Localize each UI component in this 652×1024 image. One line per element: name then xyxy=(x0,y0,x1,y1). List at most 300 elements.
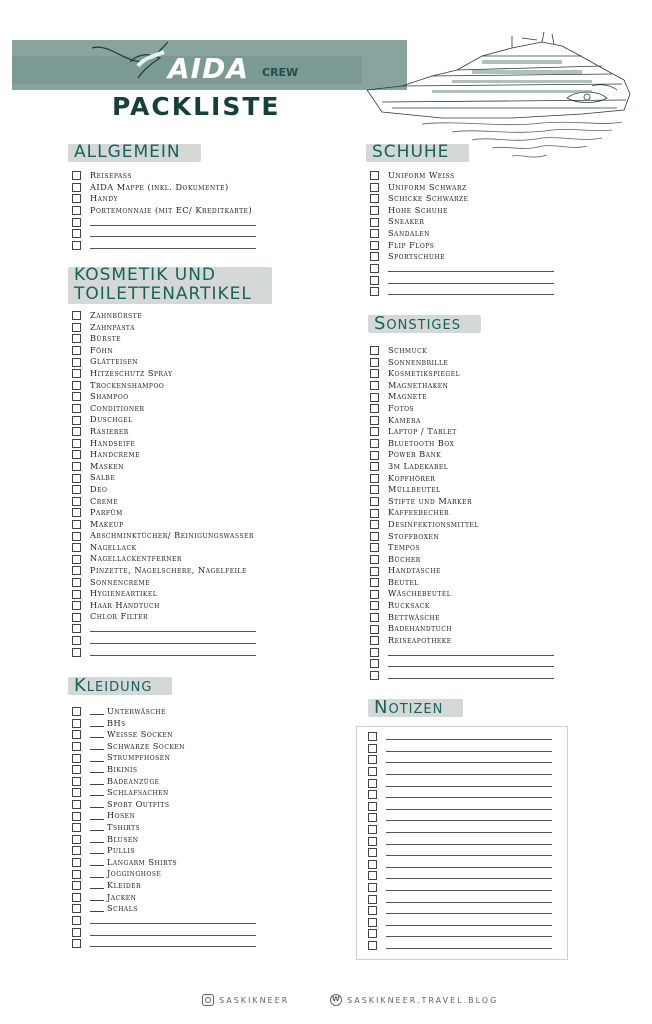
note-line[interactable] xyxy=(368,766,552,778)
write-in-line[interactable] xyxy=(388,666,554,667)
checkbox[interactable] xyxy=(72,788,81,797)
list-item[interactable]: Laptop / Tablet xyxy=(370,426,554,438)
checkbox[interactable] xyxy=(72,171,81,180)
list-item[interactable]: Zahnpasta xyxy=(72,322,256,334)
checkbox[interactable] xyxy=(72,578,81,587)
list-item[interactable]: Schmuck xyxy=(370,345,554,357)
list-item[interactable]: Jacken xyxy=(72,892,256,904)
checkbox[interactable] xyxy=(72,823,81,832)
note-line[interactable] xyxy=(368,928,552,940)
list-item[interactable]: Portemonnaie (mit EC/ Kreditkarte) xyxy=(72,205,256,217)
checkbox[interactable] xyxy=(72,497,81,506)
write-in-line[interactable] xyxy=(388,283,554,284)
checkbox[interactable] xyxy=(72,893,81,902)
checkbox[interactable] xyxy=(370,206,379,215)
list-item[interactable]: Pinzette, Nagelschere, Nagelfeile xyxy=(72,565,256,577)
checkbox[interactable] xyxy=(368,918,377,927)
note-line[interactable] xyxy=(368,940,552,952)
list-item[interactable]: Hitzeschutz Spray xyxy=(72,368,256,380)
note-line[interactable] xyxy=(368,824,552,836)
checkbox[interactable] xyxy=(72,485,81,494)
checkbox[interactable] xyxy=(368,848,377,857)
list-item[interactable]: Stoffboxen xyxy=(370,531,554,543)
checkbox[interactable] xyxy=(370,648,379,657)
checkbox[interactable] xyxy=(72,474,81,483)
list-item[interactable]: Bücher xyxy=(370,554,554,566)
checkbox[interactable] xyxy=(72,636,81,645)
write-in-line[interactable] xyxy=(90,643,256,644)
list-item[interactable]: Shampoo xyxy=(72,391,256,403)
checkbox[interactable] xyxy=(370,532,379,541)
blank-line-item[interactable] xyxy=(72,938,256,950)
checkbox[interactable] xyxy=(370,578,379,587)
quantity-line[interactable] xyxy=(90,853,104,854)
checkbox[interactable] xyxy=(72,323,81,332)
list-item[interactable]: Kosmetikspiegel xyxy=(370,368,554,380)
list-item[interactable]: Duschgel xyxy=(72,414,256,426)
checkbox[interactable] xyxy=(368,825,377,834)
blank-line-item[interactable] xyxy=(72,228,256,240)
note-line[interactable] xyxy=(368,870,552,882)
quantity-line[interactable] xyxy=(90,761,104,762)
checkbox[interactable] xyxy=(370,252,379,261)
checkbox[interactable] xyxy=(72,648,81,657)
checkbox[interactable] xyxy=(368,767,377,776)
checkbox[interactable] xyxy=(72,450,81,459)
list-item[interactable]: 3m Ladekabel xyxy=(370,461,554,473)
checkbox[interactable] xyxy=(72,881,81,890)
checkbox[interactable] xyxy=(370,358,379,367)
blank-line-item[interactable] xyxy=(72,635,256,647)
note-line[interactable] xyxy=(368,754,552,766)
checkbox[interactable] xyxy=(370,474,379,483)
list-item[interactable]: Schwarze Socken xyxy=(72,741,256,753)
quantity-line[interactable] xyxy=(90,772,104,773)
list-item[interactable]: Badehandtuch xyxy=(370,623,554,635)
note-line[interactable] xyxy=(368,893,552,905)
checkbox[interactable] xyxy=(72,206,81,215)
note-line[interactable] xyxy=(368,917,552,929)
list-item[interactable]: Reisepass xyxy=(72,170,256,182)
list-item[interactable]: Chlor Filter xyxy=(72,611,256,623)
checkbox[interactable] xyxy=(368,941,377,950)
wordpress-icon xyxy=(330,994,342,1006)
list-item[interactable]: AIDA Mappe (inkl. Dokumente) xyxy=(72,182,256,194)
list-item[interactable]: Handcreme xyxy=(72,449,256,461)
note-line[interactable] xyxy=(368,882,552,894)
list-item[interactable]: Handtasche xyxy=(370,565,554,577)
section-title-allgemein: ALLGEMEIN xyxy=(72,143,195,162)
list-item[interactable]: Power Bank xyxy=(370,449,554,461)
checkbox[interactable] xyxy=(72,846,81,855)
write-in-line[interactable] xyxy=(90,236,256,237)
checkbox[interactable] xyxy=(72,439,81,448)
crew-logo-text: CREW xyxy=(262,66,299,79)
checkbox[interactable] xyxy=(370,229,379,238)
list-item[interactable]: Sneaker xyxy=(370,216,554,228)
checkbox[interactable] xyxy=(370,404,379,413)
list-item[interactable]: Creme xyxy=(72,496,256,508)
checkbox[interactable] xyxy=(370,183,379,192)
write-in-line[interactable] xyxy=(388,655,554,656)
checkbox[interactable] xyxy=(370,659,379,668)
list-item[interactable]: Kamera xyxy=(370,415,554,427)
blank-line-item[interactable] xyxy=(72,216,256,228)
checkbox[interactable] xyxy=(368,895,377,904)
checkbox[interactable] xyxy=(72,613,81,622)
aida-logo: AIDA xyxy=(168,52,249,85)
write-in-line[interactable] xyxy=(388,271,554,272)
quantity-line[interactable] xyxy=(90,888,104,889)
checkbox[interactable] xyxy=(72,241,81,250)
checkbox[interactable] xyxy=(370,590,379,599)
checkbox[interactable] xyxy=(72,404,81,413)
checkbox[interactable] xyxy=(370,416,379,425)
checkbox[interactable] xyxy=(72,346,81,355)
blank-line-item[interactable] xyxy=(370,658,554,670)
list-item[interactable]: Sonnenbrille xyxy=(370,357,554,369)
list-item[interactable]: Nagellack xyxy=(72,542,256,554)
list-item[interactable]: Tempos xyxy=(370,542,554,554)
write-in-line[interactable] xyxy=(386,820,552,821)
checkbox[interactable] xyxy=(72,311,81,320)
checkbox[interactable] xyxy=(72,427,81,436)
list-item[interactable]: Badeanzüge xyxy=(72,776,256,788)
write-in-line[interactable] xyxy=(386,844,552,845)
list-item[interactable]: Masken xyxy=(72,461,256,473)
checkbox[interactable] xyxy=(72,765,81,774)
list-item[interactable]: Blusen xyxy=(72,834,256,846)
page-title: PACKLISTE xyxy=(112,92,281,121)
checkbox[interactable] xyxy=(370,241,379,250)
write-in-line[interactable] xyxy=(386,751,552,752)
list-item[interactable]: Sonnencreme xyxy=(72,577,256,589)
checkbox[interactable] xyxy=(370,439,379,448)
write-in-line[interactable] xyxy=(386,797,552,798)
checkbox[interactable] xyxy=(72,194,81,203)
quantity-line[interactable] xyxy=(90,842,104,843)
checkbox[interactable] xyxy=(370,462,379,471)
checkbox[interactable] xyxy=(72,462,81,471)
quantity-line[interactable] xyxy=(90,900,104,901)
checkbox[interactable] xyxy=(72,858,81,867)
write-in-line[interactable] xyxy=(90,248,256,249)
checkbox[interactable] xyxy=(370,555,379,564)
list-item[interactable]: Föhn xyxy=(72,345,256,357)
list-item[interactable]: Strumpfhosen xyxy=(72,752,256,764)
blank-line-item[interactable] xyxy=(370,263,554,275)
checkbox[interactable] xyxy=(370,369,379,378)
checkbox[interactable] xyxy=(72,835,81,844)
list-item[interactable]: Trockenshampoo xyxy=(72,380,256,392)
checkbox[interactable] xyxy=(72,742,81,751)
list-item[interactable]: Pullis xyxy=(72,845,256,857)
blank-line-item[interactable] xyxy=(72,915,256,927)
blank-line-item[interactable] xyxy=(370,670,554,682)
list-item[interactable]: Beutel xyxy=(370,577,554,589)
list-item[interactable]: Makeup xyxy=(72,519,256,531)
list-item[interactable]: Zahnbürste xyxy=(72,310,256,322)
list-item[interactable]: Sandalen xyxy=(370,228,554,240)
checkbox[interactable] xyxy=(368,837,377,846)
list-schuhe xyxy=(370,170,554,298)
write-in-line[interactable] xyxy=(90,935,256,936)
list-item[interactable]: Langarm Shirts xyxy=(72,857,256,869)
note-line[interactable] xyxy=(368,789,552,801)
list-item[interactable]: Schlafsachen xyxy=(72,787,256,799)
quantity-line[interactable] xyxy=(90,807,104,808)
checkbox[interactable] xyxy=(72,381,81,390)
write-in-line[interactable] xyxy=(90,225,256,226)
note-line[interactable] xyxy=(368,731,552,743)
footer-website[interactable]: W SASKIKNEER.TRAVEL.BLOG xyxy=(330,994,498,1006)
checkbox[interactable] xyxy=(370,625,379,634)
checkbox[interactable] xyxy=(370,276,379,285)
checkbox[interactable] xyxy=(72,939,81,948)
checkbox[interactable] xyxy=(72,416,81,425)
write-in-line[interactable] xyxy=(386,832,552,833)
list-item[interactable]: Müllbeutel xyxy=(370,484,554,496)
write-in-line[interactable] xyxy=(386,925,552,926)
list-item[interactable]: Parfüm xyxy=(72,507,256,519)
list-item[interactable]: Hygieneartikel xyxy=(72,588,256,600)
quantity-line[interactable] xyxy=(90,865,104,866)
checkbox[interactable] xyxy=(370,613,379,622)
checkbox[interactable] xyxy=(72,369,81,378)
list-item[interactable]: Stifte und Marker xyxy=(370,496,554,508)
write-in-line[interactable] xyxy=(386,902,552,903)
write-in-line[interactable] xyxy=(386,890,552,891)
list-item[interactable]: Glätteisen xyxy=(72,356,256,368)
quantity-line[interactable] xyxy=(90,784,104,785)
quantity-line[interactable] xyxy=(90,911,104,912)
blank-line-item[interactable] xyxy=(370,286,554,298)
checkbox[interactable] xyxy=(370,543,379,552)
list-item[interactable]: Rasierer xyxy=(72,426,256,438)
list-item[interactable]: Rucksack xyxy=(370,600,554,612)
checkbox[interactable] xyxy=(72,555,81,564)
list-item[interactable]: Nagellackentferner xyxy=(72,553,256,565)
list-item[interactable]: Magnethaken xyxy=(370,380,554,392)
list-item[interactable]: Sport Outfits xyxy=(72,799,256,811)
write-in-line[interactable] xyxy=(386,786,552,787)
list-item[interactable]: Deo xyxy=(72,484,256,496)
blank-line-item[interactable] xyxy=(370,274,554,286)
checkbox[interactable] xyxy=(368,871,377,880)
write-in-line[interactable] xyxy=(386,739,552,740)
quantity-line[interactable] xyxy=(90,737,104,738)
list-item[interactable]: Fotos xyxy=(370,403,554,415)
checkbox[interactable] xyxy=(370,520,379,529)
checkbox[interactable] xyxy=(368,929,377,938)
checkbox[interactable] xyxy=(370,264,379,273)
checkbox[interactable] xyxy=(72,566,81,575)
checkbox[interactable] xyxy=(72,543,81,552)
list-item[interactable]: Wäschebeutel xyxy=(370,588,554,600)
checkbox[interactable] xyxy=(72,730,81,739)
list-item[interactable]: Haar Handtuch xyxy=(72,600,256,612)
list-item[interactable]: Uniform Weiss xyxy=(370,170,554,182)
checkbox[interactable] xyxy=(72,812,81,821)
note-line[interactable] xyxy=(368,777,552,789)
list-item[interactable]: Schicke Schwarze xyxy=(370,193,554,205)
write-in-line[interactable] xyxy=(386,774,552,775)
list-item[interactable]: Hosen xyxy=(72,810,256,822)
list-item[interactable]: Sportschuhe xyxy=(370,251,554,263)
checkbox[interactable] xyxy=(368,755,377,764)
blank-line-item[interactable] xyxy=(72,646,256,658)
quantity-line[interactable] xyxy=(90,749,104,750)
checkbox[interactable] xyxy=(370,427,379,436)
list-item[interactable]: Handseife xyxy=(72,438,256,450)
footer-instagram[interactable]: SASKIKNEER xyxy=(202,994,289,1006)
checkbox[interactable] xyxy=(72,624,81,633)
checkbox[interactable] xyxy=(370,393,379,402)
checkbox[interactable] xyxy=(370,451,379,460)
checkbox[interactable] xyxy=(370,171,379,180)
list-item[interactable]: Abschminktücher/ Reinigungswasser xyxy=(72,530,256,542)
list-item[interactable]: Handy xyxy=(72,193,256,205)
write-in-line[interactable] xyxy=(90,946,256,947)
list-item[interactable]: Tshirts xyxy=(72,822,256,834)
quantity-line[interactable] xyxy=(90,795,104,796)
list-item[interactable]: Bettwäsche xyxy=(370,612,554,624)
list-item[interactable]: Flip Flops xyxy=(370,240,554,252)
checkbox[interactable] xyxy=(368,790,377,799)
list-item[interactable]: Magnete xyxy=(370,391,554,403)
checkbox[interactable] xyxy=(368,802,377,811)
checkbox[interactable] xyxy=(72,707,81,716)
checkbox[interactable] xyxy=(370,671,379,680)
quantity-line[interactable] xyxy=(90,830,104,831)
section-allgemein xyxy=(72,142,195,162)
checkbox[interactable] xyxy=(370,287,379,296)
checkbox[interactable] xyxy=(72,719,81,728)
section-title-schuhe: SCHUHE xyxy=(370,143,463,162)
checkbox[interactable] xyxy=(72,218,81,227)
list-item[interactable]: Kleider xyxy=(72,880,256,892)
checkbox[interactable] xyxy=(370,567,379,576)
checkbox[interactable] xyxy=(72,904,81,913)
write-in-line[interactable] xyxy=(90,631,256,632)
write-in-line[interactable] xyxy=(90,655,256,656)
checkbox[interactable] xyxy=(368,860,377,869)
checkbox[interactable] xyxy=(72,508,81,517)
checkbox[interactable] xyxy=(72,601,81,610)
quantity-line[interactable] xyxy=(90,726,104,727)
checkbox[interactable] xyxy=(72,334,81,343)
list-item[interactable]: Desinfektionsmittel xyxy=(370,519,554,531)
write-in-line[interactable] xyxy=(386,855,552,856)
list-item[interactable]: Hohe Schuhe xyxy=(370,205,554,217)
list-item[interactable]: Jogginghose xyxy=(72,868,256,880)
list-allgemein xyxy=(72,170,256,251)
blank-line-item[interactable] xyxy=(72,623,256,635)
write-in-line[interactable] xyxy=(388,678,554,679)
checkbox[interactable] xyxy=(72,777,81,786)
checkbox[interactable] xyxy=(368,732,377,741)
write-in-line[interactable] xyxy=(388,294,554,295)
checkbox[interactable] xyxy=(72,916,81,925)
checkbox[interactable] xyxy=(370,497,379,506)
note-line[interactable] xyxy=(368,801,552,813)
checkbox[interactable] xyxy=(72,590,81,599)
note-line[interactable] xyxy=(368,859,552,871)
write-in-line[interactable] xyxy=(386,809,552,810)
list-notizen xyxy=(368,731,552,951)
quantity-line[interactable] xyxy=(90,877,104,878)
checkbox[interactable] xyxy=(72,520,81,529)
quantity-line[interactable] xyxy=(90,819,104,820)
section-sonstiges xyxy=(372,314,475,333)
checkbox[interactable] xyxy=(72,229,81,238)
blank-line-item[interactable] xyxy=(72,240,256,252)
checkbox[interactable] xyxy=(370,381,379,390)
checkbox[interactable] xyxy=(368,779,377,788)
checkbox[interactable] xyxy=(72,800,81,809)
blank-line-item[interactable] xyxy=(72,926,256,938)
checkbox[interactable] xyxy=(370,509,379,518)
list-item[interactable]: Unterwäsche xyxy=(72,706,256,718)
list-item[interactable]: Bluetooth Box xyxy=(370,438,554,450)
checkbox[interactable] xyxy=(72,754,81,763)
list-item[interactable]: BHs xyxy=(72,718,256,730)
instagram-icon xyxy=(202,994,214,1006)
write-in-line[interactable] xyxy=(386,936,552,937)
list-item[interactable]: Salbe xyxy=(72,472,256,484)
checkbox[interactable] xyxy=(370,346,379,355)
checkbox[interactable] xyxy=(72,532,81,541)
list-item[interactable]: Uniform Schwarz xyxy=(370,182,554,194)
write-in-line[interactable] xyxy=(90,923,256,924)
checkbox[interactable] xyxy=(368,906,377,915)
list-item[interactable]: Bürste xyxy=(72,333,256,345)
checkbox[interactable] xyxy=(370,194,379,203)
checkbox[interactable] xyxy=(370,636,379,645)
checkbox[interactable] xyxy=(72,183,81,192)
note-line[interactable] xyxy=(368,847,552,859)
checkbox[interactable] xyxy=(370,485,379,494)
list-item[interactable]: Kopfhörer xyxy=(370,473,554,485)
write-in-line[interactable] xyxy=(386,948,552,949)
write-in-line[interactable] xyxy=(386,867,552,868)
checkbox[interactable] xyxy=(370,218,379,227)
list-item[interactable]: Kaffeebecher xyxy=(370,507,554,519)
checkbox[interactable] xyxy=(72,392,81,401)
checkbox[interactable] xyxy=(368,813,377,822)
list-item[interactable]: Schals xyxy=(72,903,256,915)
checkbox[interactable] xyxy=(370,601,379,610)
note-line[interactable] xyxy=(368,835,552,847)
list-item[interactable]: Bikinis xyxy=(72,764,256,776)
checkbox[interactable] xyxy=(368,744,377,753)
write-in-line[interactable] xyxy=(386,878,552,879)
quantity-line[interactable] xyxy=(90,714,104,715)
checkbox[interactable] xyxy=(72,870,81,879)
checkbox[interactable] xyxy=(368,883,377,892)
write-in-line[interactable] xyxy=(386,762,552,763)
write-in-line[interactable] xyxy=(386,913,552,914)
list-item[interactable]: Weisse Socken xyxy=(72,729,256,741)
note-line[interactable] xyxy=(368,905,552,917)
blank-line-item[interactable] xyxy=(370,646,554,658)
checkbox[interactable] xyxy=(72,928,81,937)
note-line[interactable] xyxy=(368,812,552,824)
list-item[interactable]: Conditioner xyxy=(72,403,256,415)
list-item[interactable]: Reiseapotheke xyxy=(370,635,554,647)
checkbox[interactable] xyxy=(72,358,81,367)
note-line[interactable] xyxy=(368,743,552,755)
